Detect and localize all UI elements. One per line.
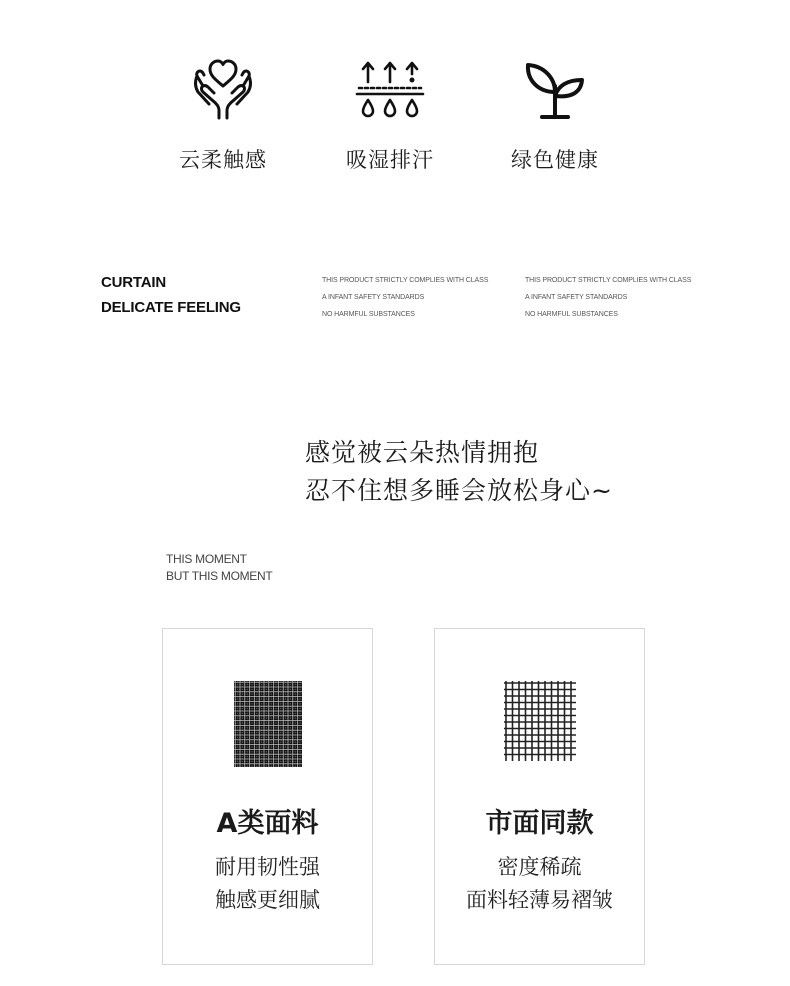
feature-label: 云柔触感 xyxy=(179,148,267,172)
moment-line1: THIS MOMENT xyxy=(166,552,247,566)
compliance-line: NO HARMFUL SUBSTANCES xyxy=(525,311,618,318)
compliance-line: THIS PRODUCT STRICTLY COMPLIES WITH CLASS xyxy=(525,277,692,284)
feature-soft-touch xyxy=(143,56,303,174)
feature-moisture-wicking xyxy=(310,56,470,174)
card-desc-line1: 密度稀疏 xyxy=(497,855,582,879)
curtain-title-line1: CURTAIN xyxy=(101,274,166,291)
compliance-text-col2 xyxy=(525,272,691,323)
card-desc-line1: 耐用韧性强 xyxy=(215,855,320,879)
card-desc-line2: 面料轻薄易褶皱 xyxy=(466,888,613,912)
slogan-line2: 忍不住想多睡会放松身心~ xyxy=(305,476,613,505)
card-a-class-fabric xyxy=(162,628,373,965)
feature-label: 吸湿排汗 xyxy=(346,148,434,172)
dense-weave-icon xyxy=(234,681,302,767)
moment-line2: BUT THIS MOMENT xyxy=(166,569,273,583)
curtain-title-line2: DELICATE FEELING xyxy=(101,299,241,316)
card-title: 市面同款 xyxy=(485,808,594,839)
compliance-line: THIS PRODUCT STRICTLY COMPLIES WITH CLASS xyxy=(322,277,489,284)
heart-hands-icon xyxy=(190,56,256,122)
sparse-weave-icon xyxy=(504,681,576,761)
card-description xyxy=(163,851,372,917)
card-title: A类面料 xyxy=(216,808,319,839)
curtain-title xyxy=(101,270,241,320)
compliance-text-col1 xyxy=(322,272,488,323)
moisture-wicking-icon xyxy=(354,56,426,122)
card-market-same-style xyxy=(434,628,645,965)
feature-label: 绿色健康 xyxy=(511,148,599,172)
feature-green-healthy xyxy=(475,56,635,174)
moment-caption xyxy=(166,551,272,585)
sprout-icon xyxy=(522,56,588,122)
compliance-line: NO HARMFUL SUBSTANCES xyxy=(322,311,415,318)
compliance-line: A INFANT SAFETY STANDARDS xyxy=(525,294,628,301)
card-desc-line2: 触感更细腻 xyxy=(215,888,320,912)
card-description xyxy=(435,851,644,917)
compliance-line: A INFANT SAFETY STANDARDS xyxy=(322,294,425,301)
slogan xyxy=(305,434,613,510)
slogan-line1: 感觉被云朵热情拥抱 xyxy=(305,438,540,467)
